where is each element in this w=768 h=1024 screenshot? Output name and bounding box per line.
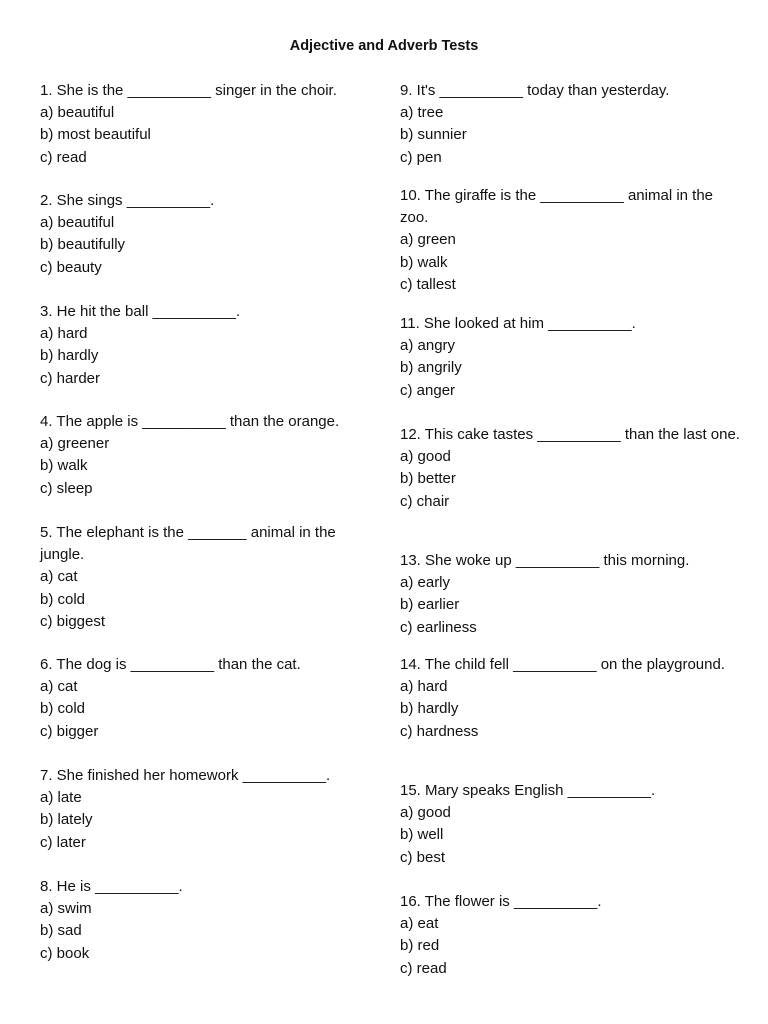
- option-a: a) good: [400, 804, 451, 822]
- option-a: a) beautiful: [40, 104, 115, 122]
- option-a: a) good: [400, 448, 451, 466]
- question-text: 2. She sings __________.: [40, 192, 215, 209]
- question-14: [400, 654, 745, 743]
- option-a: a) swim: [40, 900, 92, 918]
- option-b: b) hardly: [40, 347, 99, 365]
- question-3: [40, 301, 370, 390]
- option-b: b) walk: [400, 253, 448, 271]
- question-6: [40, 654, 370, 743]
- question-12: [400, 424, 745, 513]
- option-b: b) angrily: [400, 359, 462, 377]
- option-c: c) anger: [400, 381, 456, 399]
- option-c: c) pen: [400, 148, 442, 166]
- option-a: a) hard: [400, 678, 448, 696]
- option-a: a) early: [400, 574, 451, 592]
- question-8: [40, 876, 370, 965]
- option-b: b) red: [400, 937, 440, 955]
- option-a: a) green: [400, 231, 456, 249]
- question-11: [400, 313, 745, 402]
- option-b: b) walk: [40, 457, 88, 475]
- question-10: [400, 185, 745, 296]
- option-b: b) earlier: [400, 596, 460, 614]
- question-4: [40, 411, 370, 500]
- question-text: 16. The flower is __________.: [400, 893, 602, 910]
- question-text: 11. She looked at him __________.: [400, 315, 636, 332]
- option-b: b) hardly: [400, 700, 459, 718]
- question-text: 15. Mary speaks English __________.: [400, 782, 656, 799]
- question-5: [40, 522, 370, 633]
- question-text: 6. The dog is __________ than the cat.: [40, 656, 301, 673]
- question-text: 4. The apple is __________ than the orange.: [40, 413, 340, 430]
- option-a: a) late: [40, 789, 82, 807]
- option-a: a) angry: [400, 337, 456, 355]
- option-c: c) hardness: [400, 722, 479, 740]
- question-text: 5. The elephant is the _______ animal in the jungle.: [40, 524, 336, 564]
- question-text: 1. She is the __________ singer in the choir.: [40, 82, 337, 99]
- question-text: 3. He hit the ball __________.: [40, 303, 241, 320]
- option-a: a) cat: [40, 678, 78, 696]
- option-a: a) beautiful: [40, 214, 115, 232]
- question-text: 8. He is __________.: [40, 878, 183, 895]
- option-c: c) tallest: [400, 275, 456, 293]
- option-b: b) better: [400, 470, 456, 488]
- option-c: c) read: [400, 959, 447, 977]
- question-2: [40, 190, 370, 279]
- question-text: 10. The giraffe is the __________ animal in the zoo.: [400, 187, 714, 227]
- question-1: [40, 80, 370, 169]
- option-c: c) sleep: [40, 479, 93, 497]
- question-text: 9. It's __________ today than yesterday.: [400, 82, 670, 99]
- option-a: a) hard: [40, 325, 88, 343]
- option-c: c) chair: [400, 492, 450, 510]
- question-15: [400, 780, 745, 869]
- page-title: Adjective and Adverb Tests: [289, 38, 479, 54]
- question-text: 14. The child fell __________ on the playground.: [400, 656, 725, 673]
- option-b: b) lately: [40, 811, 93, 829]
- question-9: [400, 80, 745, 169]
- option-b: b) beautifully: [40, 236, 126, 254]
- option-c: c) book: [40, 944, 90, 962]
- question-text: 13. She woke up __________ this morning.: [400, 552, 690, 569]
- option-c: c) earliness: [400, 618, 477, 636]
- option-b: b) well: [400, 826, 444, 844]
- option-b: b) cold: [40, 700, 86, 718]
- option-b: b) most beautiful: [40, 126, 151, 144]
- option-a: a) tree: [400, 104, 444, 122]
- option-a: a) cat: [40, 568, 78, 586]
- option-c: c) beauty: [40, 258, 102, 276]
- option-c: c) bigger: [40, 722, 99, 740]
- question-text: 12. This cake tastes __________ than the last one.: [400, 426, 740, 443]
- question-16: [400, 891, 745, 980]
- option-a: a) greener: [40, 435, 110, 453]
- option-c: c) harder: [40, 369, 101, 387]
- option-c: c) best: [400, 848, 446, 866]
- option-b: b) sunnier: [400, 126, 467, 144]
- question-text: 7. She finished her homework __________.: [40, 767, 331, 784]
- question-7: [40, 765, 370, 854]
- question-13: [400, 550, 745, 639]
- option-c: c) read: [40, 148, 87, 166]
- option-b: b) cold: [40, 590, 86, 608]
- option-b: b) sad: [40, 922, 82, 940]
- option-c: c) biggest: [40, 612, 106, 630]
- option-c: c) later: [40, 833, 86, 851]
- option-a: a) eat: [400, 915, 439, 933]
